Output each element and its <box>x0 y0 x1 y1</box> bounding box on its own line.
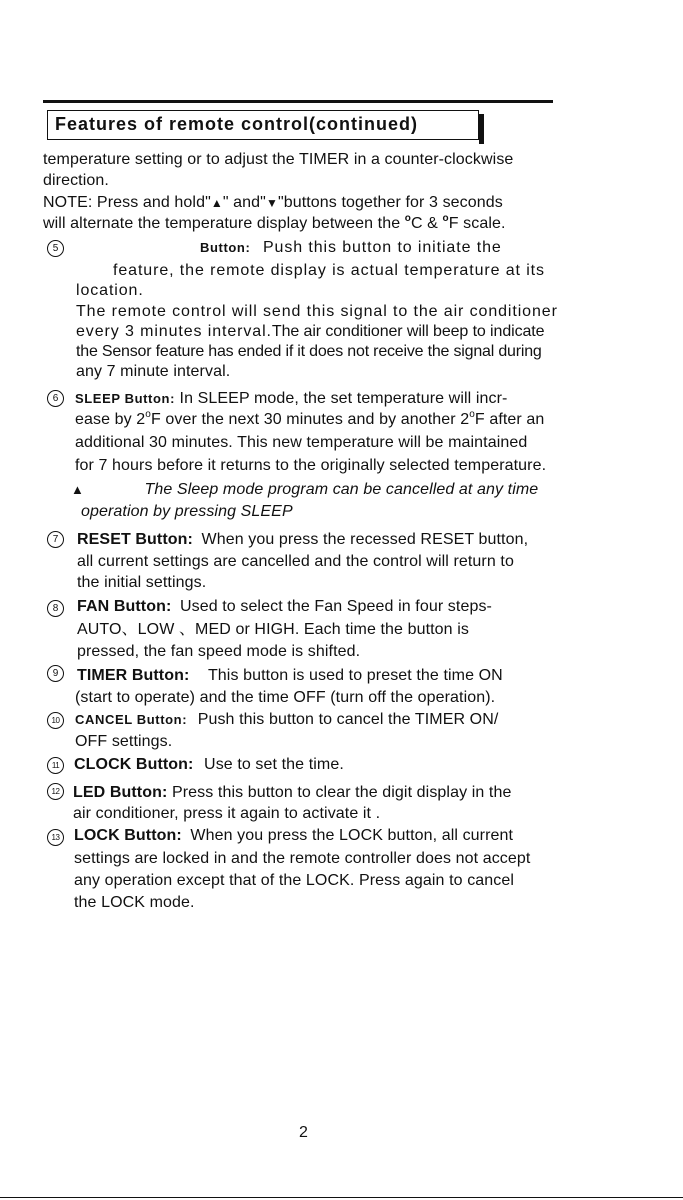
item-12-line-2: air conditioner, press it again to activate it . <box>73 805 381 822</box>
item-number-6: 6 <box>47 390 64 407</box>
item-text: ease by 2 <box>75 411 146 428</box>
item-number-10: 10 <box>47 712 64 729</box>
sleep-button-label: SLEEP Button: <box>75 391 175 406</box>
clock-button-label: CLOCK Button: <box>74 756 194 773</box>
item-text: Used to select the Fan Speed in four steps- <box>179 598 492 615</box>
note-line <box>43 193 503 213</box>
bottom-rule <box>0 1197 683 1198</box>
reset-button-label: RESET Button: <box>77 531 193 548</box>
item-number-9: 9 <box>47 665 64 682</box>
item-5-line-3: location. <box>76 282 144 299</box>
note-line-2 <box>43 214 506 236</box>
note-text: will alternate the temperature display between the <box>43 215 405 232</box>
item-7-line-2: all current settings are cancelled and the control will return to <box>77 553 514 570</box>
item-5-line-5 <box>76 322 544 342</box>
title-box-shadow <box>479 114 484 144</box>
section-title-box <box>47 110 479 140</box>
item-text: When you press the LOCK button, all current <box>190 827 514 844</box>
item-number-12: 12 <box>47 783 64 800</box>
item-text: In SLEEP mode, the set temperature will incr- <box>179 390 508 407</box>
item-number-11: 11 <box>47 757 64 774</box>
intro-line-1: temperature setting or to adjust the TIMER in a counter-clockwise <box>43 151 514 168</box>
item-10-heading <box>75 710 498 730</box>
item-12-heading <box>73 783 511 803</box>
degree-symbol: o <box>145 409 151 420</box>
item-13-line-4: the LOCK mode. <box>74 894 195 911</box>
item-number-7: 7 <box>47 531 64 548</box>
page-number: 2 <box>299 1124 308 1141</box>
item-text: The Sleep mode program can be cancelled at any time <box>144 481 539 498</box>
item-5-line-6: the Sensor feature has ended if it does not receive the signal during <box>76 343 542 360</box>
item-6-heading <box>75 389 507 409</box>
degree-symbol: o <box>442 213 449 224</box>
item-7-heading <box>77 530 528 550</box>
item-5-line-2: feature, the remote display is actual temperature at its <box>113 262 545 279</box>
item-number-8: 8 <box>47 600 64 617</box>
item-number-5: 5 <box>47 240 64 257</box>
item-text: This button is used to preset the time ON <box>207 667 503 684</box>
degree-symbol: o <box>469 409 475 420</box>
item-6-warning <box>71 480 538 500</box>
intro-line-2: direction. <box>43 172 109 189</box>
item-text: F over the next 30 minutes and by another 2 <box>150 411 470 428</box>
item-9-line-2: (start to operate) and the time OFF (turn off the operation). <box>75 689 496 706</box>
item-10-line-2: OFF settings. <box>75 733 173 750</box>
item-text: When you press the recessed RESET button, <box>201 531 529 548</box>
up-arrow-icon: ▲ <box>210 196 223 210</box>
item-number-13: 13 <box>47 829 64 846</box>
item-8-line-3: pressed, the fan speed mode is shifted. <box>77 643 361 660</box>
sensor-button-label: Button: <box>200 240 251 255</box>
fan-button-label: FAN Button: <box>77 598 172 615</box>
item-7-line-3: the initial settings. <box>77 574 207 591</box>
warning-triangle-icon: ▲ <box>71 482 84 497</box>
cancel-button-label: CANCEL Button: <box>75 712 188 727</box>
item-11-heading <box>74 755 344 775</box>
header-rule <box>43 100 553 103</box>
item-9-heading <box>77 666 503 686</box>
lock-button-label: LOCK Button: <box>74 827 182 844</box>
item-text: F after an <box>474 411 545 428</box>
item-text: Push this button to cancel the TIMER ON/ <box>197 711 499 728</box>
down-arrow-icon: ▼ <box>265 196 278 210</box>
item-8-line-2: AUTO、LOW 、MED or HIGH. Each time the button is <box>77 621 469 638</box>
item-13-line-2: settings are locked in and the remote controller does not accept <box>74 850 531 867</box>
item-13-line-3: any operation except that of the LOCK. Press again to cancel <box>74 872 515 889</box>
degree-symbol: o <box>404 213 411 224</box>
item-text: Use to set the time. <box>204 756 344 773</box>
item-text: Press this button to clear the digit display in the <box>171 784 512 801</box>
note-text: F scale. <box>448 215 506 232</box>
item-6-line-4: for 7 hours before it returns to the originally selected temperature. <box>75 457 547 474</box>
item-text: The air conditioner will beep to indicate <box>271 323 545 340</box>
item-5-heading <box>200 238 502 258</box>
item-5-line-7: any 7 minute interval. <box>76 363 231 380</box>
item-6-line-6: operation by pressing SLEEP <box>81 503 293 520</box>
note-text: "buttons together for 3 seconds <box>277 194 503 211</box>
led-button-label: LED Button: <box>73 784 168 801</box>
item-13-heading <box>74 826 513 846</box>
note-text: " and" <box>222 194 266 211</box>
item-5-line-4: The remote control will send this signal to the air conditioner <box>76 303 558 320</box>
note-text: NOTE: Press and hold" <box>43 194 211 211</box>
item-text: every 3 minutes interval. <box>76 323 272 340</box>
item-6-line-2 <box>75 410 544 432</box>
timer-button-label: TIMER Button: <box>77 667 190 684</box>
page-title: Features of remote control(continued) <box>55 114 419 134</box>
item-6-line-3: additional 30 minutes. This new temperature will be maintained <box>75 434 528 451</box>
item-text: Push this button to initiate the <box>262 239 502 256</box>
item-8-heading <box>77 597 492 617</box>
note-text: C & <box>410 215 443 232</box>
